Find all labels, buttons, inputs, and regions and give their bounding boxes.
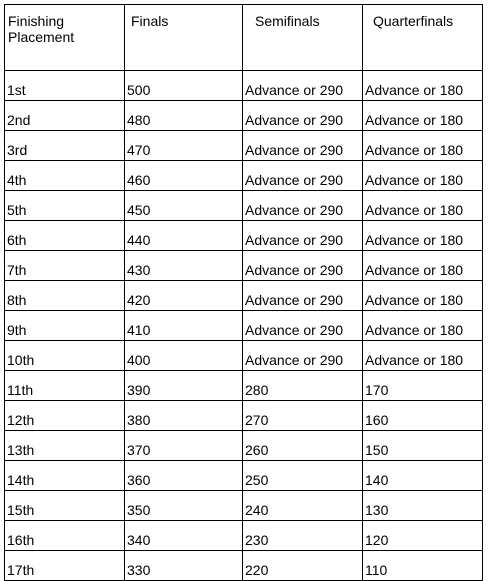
- semifinals-cell: Advance or 290: [243, 341, 363, 371]
- semifinals-cell: Advance or 290: [243, 71, 363, 101]
- semifinals-cell: 230: [243, 521, 363, 551]
- finals-cell: 350: [125, 491, 243, 521]
- semifinals-cell: 270: [243, 401, 363, 431]
- header-semifinals: Semifinals: [243, 5, 363, 71]
- finals-cell: 470: [125, 131, 243, 161]
- quarterfinals-cell: 120: [363, 521, 483, 551]
- table-row: [5, 221, 483, 251]
- semifinals-cell: Advance or 290: [243, 251, 363, 281]
- quarterfinals-cell: Advance or 180: [363, 131, 483, 161]
- finals-cell: 390: [125, 371, 243, 401]
- table-row: [5, 131, 483, 161]
- finals-cell: 480: [125, 101, 243, 131]
- placement-cell: 11th: [5, 371, 125, 401]
- quarterfinals-cell: 170: [363, 371, 483, 401]
- table-row: [5, 431, 483, 461]
- table-row: [5, 401, 483, 431]
- placement-cell: 9th: [5, 311, 125, 341]
- finals-cell: 440: [125, 221, 243, 251]
- quarterfinals-cell: Advance or 180: [363, 311, 483, 341]
- placement-cell: 7th: [5, 251, 125, 281]
- quarterfinals-cell: 130: [363, 491, 483, 521]
- quarterfinals-cell: Advance or 180: [363, 71, 483, 101]
- quarterfinals-cell: 160: [363, 401, 483, 431]
- quarterfinals-cell: Advance or 180: [363, 251, 483, 281]
- semifinals-cell: 220: [243, 551, 363, 581]
- semifinals-cell: Advance or 290: [243, 221, 363, 251]
- quarterfinals-cell: Advance or 180: [363, 101, 483, 131]
- finals-cell: 400: [125, 341, 243, 371]
- table-row: [5, 461, 483, 491]
- semifinals-cell: Advance or 290: [243, 101, 363, 131]
- finals-cell: 360: [125, 461, 243, 491]
- table-row: [5, 71, 483, 101]
- finals-cell: 460: [125, 161, 243, 191]
- placement-cell: 4th: [5, 161, 125, 191]
- header-finals: Finals: [125, 5, 243, 71]
- table-row: [5, 371, 483, 401]
- header-quarterfinals: Quarterfinals: [363, 5, 483, 71]
- placement-cell: 3rd: [5, 131, 125, 161]
- placement-cell: 12th: [5, 401, 125, 431]
- placement-cell: 15th: [5, 491, 125, 521]
- finals-cell: 380: [125, 401, 243, 431]
- table-row: [5, 101, 483, 131]
- placement-cell: 17th: [5, 551, 125, 581]
- points-table: [4, 4, 483, 581]
- finals-cell: 340: [125, 521, 243, 551]
- finals-cell: 420: [125, 281, 243, 311]
- semifinals-cell: Advance or 290: [243, 191, 363, 221]
- quarterfinals-cell: 110: [363, 551, 483, 581]
- quarterfinals-cell: Advance or 180: [363, 281, 483, 311]
- semifinals-cell: 250: [243, 461, 363, 491]
- table-row: [5, 341, 483, 371]
- quarterfinals-cell: Advance or 180: [363, 221, 483, 251]
- table-row: [5, 251, 483, 281]
- finals-cell: 370: [125, 431, 243, 461]
- table-row: [5, 191, 483, 221]
- semifinals-cell: Advance or 290: [243, 161, 363, 191]
- table-header: [5, 5, 483, 71]
- semifinals-cell: 240: [243, 491, 363, 521]
- table-row: [5, 551, 483, 581]
- quarterfinals-cell: 140: [363, 461, 483, 491]
- header-row: [5, 5, 483, 71]
- semifinals-cell: Advance or 290: [243, 311, 363, 341]
- semifinals-cell: 260: [243, 431, 363, 461]
- table-row: [5, 491, 483, 521]
- placement-cell: 13th: [5, 431, 125, 461]
- placement-cell: 1st: [5, 71, 125, 101]
- header-finishing-placement: Finishing Placement: [5, 5, 125, 71]
- placement-cell: 6th: [5, 221, 125, 251]
- finals-cell: 450: [125, 191, 243, 221]
- table-row: [5, 311, 483, 341]
- finals-cell: 500: [125, 71, 243, 101]
- table-row: [5, 281, 483, 311]
- placement-cell: 10th: [5, 341, 125, 371]
- table-row: [5, 521, 483, 551]
- semifinals-cell: 280: [243, 371, 363, 401]
- quarterfinals-cell: Advance or 180: [363, 341, 483, 371]
- semifinals-cell: Advance or 290: [243, 131, 363, 161]
- finals-cell: 430: [125, 251, 243, 281]
- finals-cell: 330: [125, 551, 243, 581]
- placement-cell: 2nd: [5, 101, 125, 131]
- quarterfinals-cell: Advance or 180: [363, 191, 483, 221]
- finals-cell: 410: [125, 311, 243, 341]
- quarterfinals-cell: 150: [363, 431, 483, 461]
- quarterfinals-cell: Advance or 180: [363, 161, 483, 191]
- semifinals-cell: Advance or 290: [243, 281, 363, 311]
- placement-cell: 8th: [5, 281, 125, 311]
- table-body: [5, 71, 483, 581]
- placement-cell: 16th: [5, 521, 125, 551]
- placement-cell: 14th: [5, 461, 125, 491]
- table-row: [5, 161, 483, 191]
- placement-cell: 5th: [5, 191, 125, 221]
